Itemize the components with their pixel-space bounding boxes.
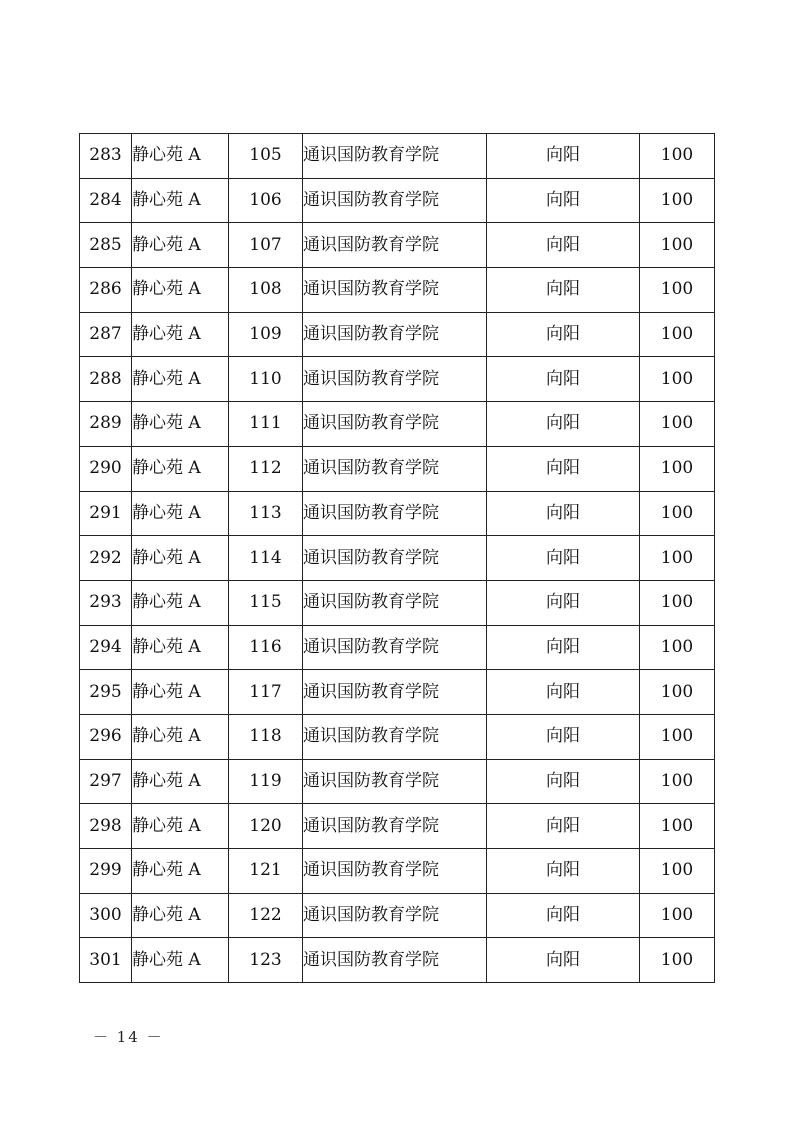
building-cell: 静心苑 A xyxy=(132,491,229,536)
orientation-cell: 向阳 xyxy=(487,312,640,357)
room-number-cell: 120 xyxy=(229,804,303,849)
row-number-cell: 285 xyxy=(80,223,132,268)
room-number-cell: 107 xyxy=(229,223,303,268)
college-cell: 通识国防教育学院 xyxy=(303,312,487,357)
college-cell: 通识国防教育学院 xyxy=(303,268,487,313)
room-number-cell: 116 xyxy=(229,625,303,670)
room-number-cell: 119 xyxy=(229,759,303,804)
building-cell: 静心苑 A xyxy=(132,536,229,581)
count-cell: 100 xyxy=(640,580,715,625)
table-row xyxy=(80,625,715,670)
building-cell: 静心苑 A xyxy=(132,625,229,670)
row-number-cell: 290 xyxy=(80,446,132,491)
page-number: － 14 － xyxy=(93,1028,164,1046)
count-cell: 100 xyxy=(640,178,715,223)
row-number-cell: 292 xyxy=(80,536,132,581)
count-cell: 100 xyxy=(640,446,715,491)
count-cell: 100 xyxy=(640,312,715,357)
count-cell: 100 xyxy=(640,402,715,447)
count-cell: 100 xyxy=(640,491,715,536)
table-row xyxy=(80,580,715,625)
row-number-cell: 291 xyxy=(80,491,132,536)
building-cell: 静心苑 A xyxy=(132,357,229,402)
table-row xyxy=(80,446,715,491)
building-cell: 静心苑 A xyxy=(132,402,229,447)
orientation-cell: 向阳 xyxy=(487,402,640,447)
orientation-cell: 向阳 xyxy=(487,536,640,581)
college-cell: 通识国防教育学院 xyxy=(303,536,487,581)
room-number-cell: 117 xyxy=(229,670,303,715)
count-cell: 100 xyxy=(640,893,715,938)
row-number-cell: 299 xyxy=(80,849,132,894)
orientation-cell: 向阳 xyxy=(487,714,640,759)
orientation-cell: 向阳 xyxy=(487,134,640,179)
count-cell: 100 xyxy=(640,804,715,849)
row-number-cell: 298 xyxy=(80,804,132,849)
college-cell: 通识国防教育学院 xyxy=(303,446,487,491)
college-cell: 通识国防教育学院 xyxy=(303,804,487,849)
building-cell: 静心苑 A xyxy=(132,580,229,625)
college-cell: 通识国防教育学院 xyxy=(303,849,487,894)
orientation-cell: 向阳 xyxy=(487,357,640,402)
roster-table-body xyxy=(80,134,715,983)
college-cell: 通识国防教育学院 xyxy=(303,714,487,759)
room-number-cell: 123 xyxy=(229,938,303,983)
count-cell: 100 xyxy=(640,223,715,268)
orientation-cell: 向阳 xyxy=(487,268,640,313)
room-number-cell: 122 xyxy=(229,893,303,938)
room-number-cell: 105 xyxy=(229,134,303,179)
count-cell: 100 xyxy=(640,536,715,581)
orientation-cell: 向阳 xyxy=(487,580,640,625)
row-number-cell: 294 xyxy=(80,625,132,670)
building-cell: 静心苑 A xyxy=(132,849,229,894)
table-row xyxy=(80,893,715,938)
college-cell: 通识国防教育学院 xyxy=(303,893,487,938)
orientation-cell: 向阳 xyxy=(487,178,640,223)
room-number-cell: 115 xyxy=(229,580,303,625)
row-number-cell: 288 xyxy=(80,357,132,402)
count-cell: 100 xyxy=(640,268,715,313)
college-cell: 通识国防教育学院 xyxy=(303,402,487,447)
table-row xyxy=(80,536,715,581)
table-row xyxy=(80,402,715,447)
table-row xyxy=(80,357,715,402)
room-number-cell: 109 xyxy=(229,312,303,357)
college-cell: 通识国防教育学院 xyxy=(303,357,487,402)
count-cell: 100 xyxy=(640,670,715,715)
room-number-cell: 113 xyxy=(229,491,303,536)
row-number-cell: 300 xyxy=(80,893,132,938)
building-cell: 静心苑 A xyxy=(132,804,229,849)
room-number-cell: 108 xyxy=(229,268,303,313)
row-number-cell: 289 xyxy=(80,402,132,447)
building-cell: 静心苑 A xyxy=(132,446,229,491)
count-cell: 100 xyxy=(640,759,715,804)
table-row xyxy=(80,223,715,268)
college-cell: 通识国防教育学院 xyxy=(303,580,487,625)
count-cell: 100 xyxy=(640,849,715,894)
room-number-cell: 106 xyxy=(229,178,303,223)
college-cell: 通识国防教育学院 xyxy=(303,491,487,536)
orientation-cell: 向阳 xyxy=(487,625,640,670)
building-cell: 静心苑 A xyxy=(132,268,229,313)
orientation-cell: 向阳 xyxy=(487,893,640,938)
count-cell: 100 xyxy=(640,357,715,402)
orientation-cell: 向阳 xyxy=(487,938,640,983)
row-number-cell: 297 xyxy=(80,759,132,804)
building-cell: 静心苑 A xyxy=(132,893,229,938)
orientation-cell: 向阳 xyxy=(487,759,640,804)
table-row xyxy=(80,938,715,983)
building-cell: 静心苑 A xyxy=(132,670,229,715)
room-number-cell: 110 xyxy=(229,357,303,402)
row-number-cell: 296 xyxy=(80,714,132,759)
row-number-cell: 283 xyxy=(80,134,132,179)
building-cell: 静心苑 A xyxy=(132,223,229,268)
room-number-cell: 114 xyxy=(229,536,303,581)
college-cell: 通识国防教育学院 xyxy=(303,670,487,715)
table-row xyxy=(80,312,715,357)
room-number-cell: 112 xyxy=(229,446,303,491)
college-cell: 通识国防教育学院 xyxy=(303,938,487,983)
row-number-cell: 295 xyxy=(80,670,132,715)
count-cell: 100 xyxy=(640,714,715,759)
count-cell: 100 xyxy=(640,625,715,670)
table-row xyxy=(80,134,715,179)
table-row xyxy=(80,849,715,894)
orientation-cell: 向阳 xyxy=(487,446,640,491)
building-cell: 静心苑 A xyxy=(132,178,229,223)
room-number-cell: 111 xyxy=(229,402,303,447)
roster-table xyxy=(79,133,715,983)
college-cell: 通识国防教育学院 xyxy=(303,178,487,223)
table-row xyxy=(80,268,715,313)
orientation-cell: 向阳 xyxy=(487,670,640,715)
college-cell: 通识国防教育学院 xyxy=(303,223,487,268)
table-row xyxy=(80,178,715,223)
table-row xyxy=(80,491,715,536)
table-row xyxy=(80,804,715,849)
room-number-cell: 118 xyxy=(229,714,303,759)
row-number-cell: 287 xyxy=(80,312,132,357)
building-cell: 静心苑 A xyxy=(132,938,229,983)
orientation-cell: 向阳 xyxy=(487,849,640,894)
table-row xyxy=(80,759,715,804)
orientation-cell: 向阳 xyxy=(487,804,640,849)
building-cell: 静心苑 A xyxy=(132,134,229,179)
college-cell: 通识国防教育学院 xyxy=(303,134,487,179)
table-row xyxy=(80,714,715,759)
building-cell: 静心苑 A xyxy=(132,759,229,804)
orientation-cell: 向阳 xyxy=(487,491,640,536)
table-row xyxy=(80,670,715,715)
college-cell: 通识国防教育学院 xyxy=(303,759,487,804)
building-cell: 静心苑 A xyxy=(132,312,229,357)
room-number-cell: 121 xyxy=(229,849,303,894)
row-number-cell: 293 xyxy=(80,580,132,625)
row-number-cell: 286 xyxy=(80,268,132,313)
orientation-cell: 向阳 xyxy=(487,223,640,268)
row-number-cell: 301 xyxy=(80,938,132,983)
count-cell: 100 xyxy=(640,938,715,983)
college-cell: 通识国防教育学院 xyxy=(303,625,487,670)
row-number-cell: 284 xyxy=(80,178,132,223)
building-cell: 静心苑 A xyxy=(132,714,229,759)
count-cell: 100 xyxy=(640,134,715,179)
